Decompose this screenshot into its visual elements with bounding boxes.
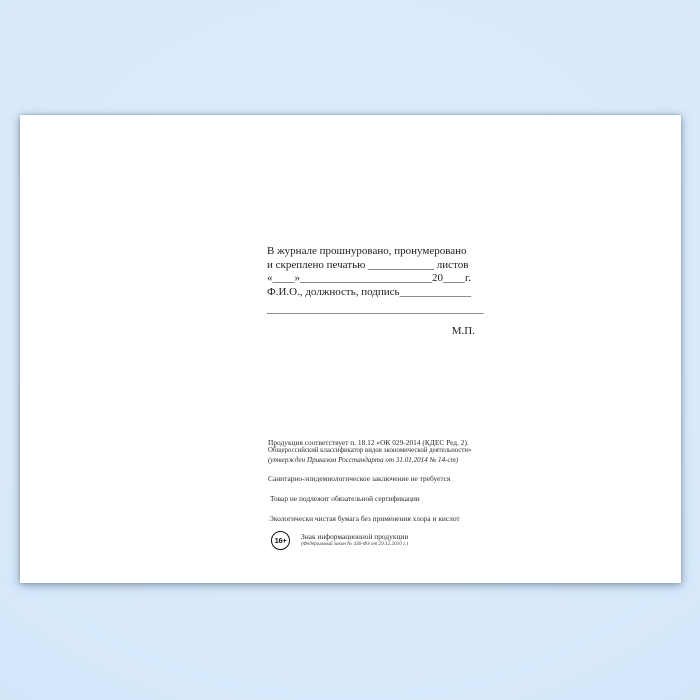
- seal-place-mark: М.П.: [451, 324, 475, 337]
- age-rating-16plus-icon: 16+: [271, 531, 290, 550]
- info-product-sign-row: [268, 531, 493, 550]
- binding-record-blank-line: ______________________________________: [267, 303, 484, 315]
- eco-paper-statement: Экологически чистая бумага без применения хлора и кислот: [269, 513, 460, 523]
- binding-record-block: [267, 245, 484, 338]
- compliance-block: [268, 438, 493, 550]
- certification-statement: Товар не подлежит обязательной сертификации: [270, 494, 420, 503]
- sanitary-statement: Санитарно-эпидемиологическое заключение не требуется: [268, 474, 451, 483]
- binding-record-signature-line: Ф.И.О., должность, подпись_____________: [267, 285, 472, 298]
- info-sign-text: [301, 532, 408, 548]
- classifier-approval-note: (утвержден Приказом Росстандарта от 31.01.2014 № 14-ст): [268, 455, 459, 464]
- info-sign-title: Знак информационной продукции: [301, 532, 409, 542]
- binding-record-line-1: В журнале прошнуровано, пронумеровано: [267, 245, 467, 257]
- journal-back-page: [20, 115, 681, 583]
- info-sign-law-note: (Федеральный закон № 436-ФЗ от 29.12.2010 г.): [301, 541, 409, 548]
- classifier-line-1: Продукция соответствует п. 18.12 «ОК 029-2014 (КДЕС Ред. 2).: [268, 438, 469, 447]
- classifier-line-2: Общероссийский классификатор видов экономической деятельности»: [268, 447, 472, 454]
- binding-record-line-2: и скреплено печатью ____________ листов: [267, 258, 469, 271]
- binding-record-date-line: «____»________________________20____г.: [267, 272, 472, 284]
